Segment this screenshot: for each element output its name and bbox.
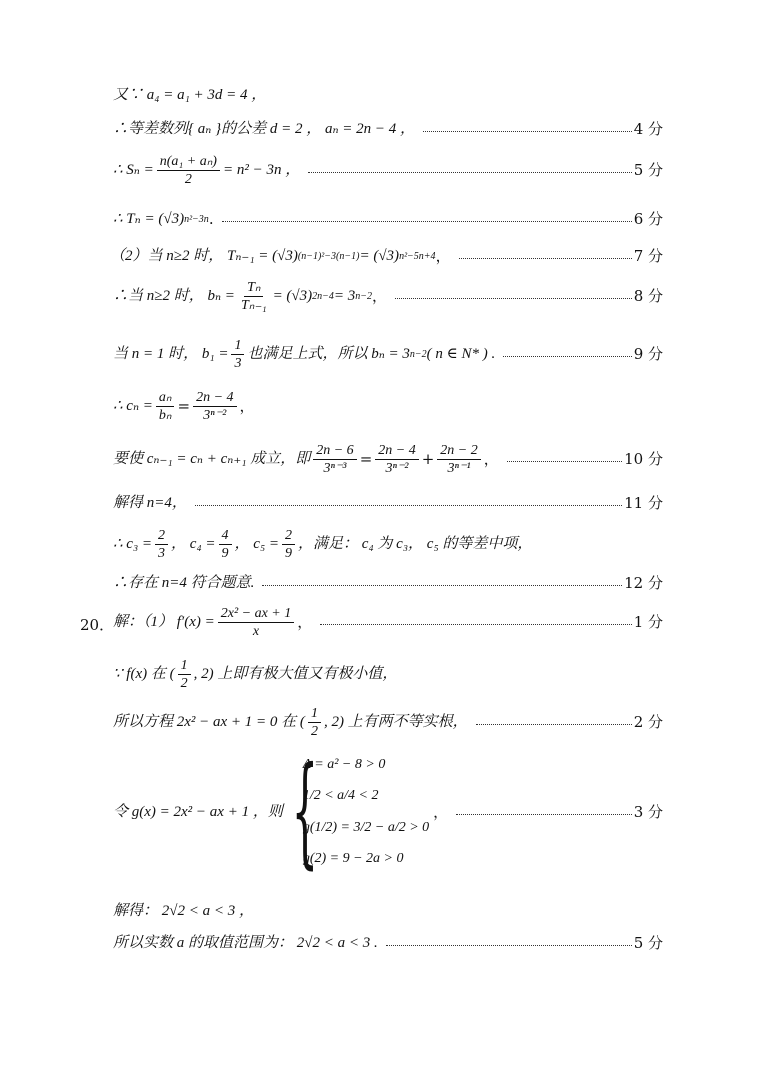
leader-dots [456, 814, 632, 815]
line-derivative: 解：（1） f′(x) = $\frac{\text{2x² − ax + 1}}{x}$ ， 1 分 [113, 606, 663, 640]
line-solve-n: 解得 n=4， 11 分 [113, 494, 663, 512]
fraction: $\frac{2n - 2}{\text{3ⁿ⁻¹}}$ [437, 443, 480, 477]
fraction: $\frac{2}{9}$ [282, 528, 295, 562]
leader-dots [320, 624, 631, 625]
system-line: Δ = a² − 8 > 0 [302, 757, 386, 772]
fraction: $\frac{\text{n(a₁ + aₙ)}}{2}$ [157, 154, 220, 188]
fraction: $\frac{\text{aₙ}}{\text{bₙ}}$ [156, 390, 175, 424]
line-condition: 要使 cₙ₋₁ = cₙ + cₙ₊₁ 成立，即 $\frac{2n - 6}{\text{3ⁿ⁻³}}$ = $\frac{2n - 4}{\text{3ⁿ⁻²}}$ + $\frac{2n - 2}{\text{3ⁿ⁻¹}}$ ， 10 分 [113, 443, 663, 477]
score-label: 5 分 [633, 161, 663, 180]
system-line: g(1/2) = 3/2 − a/2 > 0 [302, 819, 430, 835]
inequality-system [287, 742, 430, 881]
line-b1: 当 n = 1 时， b₁ = $\frac{1}{3}$ 也满足上式，所以 bₙ = 3 n−2 ( n ∈ N* ) . 9 分 [113, 338, 663, 372]
leader-dots [386, 945, 632, 946]
fraction: $\frac{2}{3}$ [155, 528, 168, 562]
score-label: 11 分 [624, 494, 663, 512]
score-label: 10 分 [624, 450, 663, 469]
fraction: $\frac{1}{3}$ [231, 338, 244, 372]
line-solution: 解得： 2√2 < a < 3 ， [113, 903, 254, 919]
line-common-difference: ∴等差数列{ aₙ }的公差 d = 2 ， aₙ = 2n − 4 ， 4 分 [113, 120, 663, 138]
fraction: $\frac{2n - 6}{\text{3ⁿ⁻³}}$ [313, 443, 356, 477]
line-sn: ∴ Sₙ = $\frac{\text{n(a₁ + aₙ)}}{2}$ = n² − 3n ， 5 分 [113, 154, 663, 188]
leader-dots [195, 505, 622, 506]
score-label: 7 分 [633, 247, 663, 265]
score-label: 5 分 [633, 934, 663, 952]
leader-dots [222, 221, 632, 222]
fraction: $\frac{2n - 4}{\text{3ⁿ⁻²}}$ [193, 390, 236, 424]
system-line: 1/2 < a/4 < 2 [302, 788, 379, 804]
fraction: $\frac{\text{Tₙ}}{\text{Tₙ₋₁}}$ [240, 280, 267, 314]
score-label: 4 分 [633, 120, 663, 138]
line-bn: ∴当 n≥2 时， bₙ = $\frac{\text{Tₙ}}{\text{Tₙ₋₁}}$ = (√3) 2n−4 = 3 n−2 ， 8 分 [113, 280, 663, 314]
fraction: $\frac{\text{2x² − ax + 1}}{x}$ [218, 606, 295, 640]
leader-dots [476, 724, 632, 725]
score-label: 6 分 [633, 210, 663, 228]
score-label: 8 分 [633, 287, 663, 306]
fraction: $\frac{2n - 4}{\text{3ⁿ⁻²}}$ [375, 443, 418, 477]
system-line: g(2) = 9 − 2a > 0 [302, 850, 404, 866]
line-c-values: ∴ c₃ = $\frac{2}{3}$ ， c₄ = $\frac{4}{9}$ ， c₅ = $\frac{2}{9}$ ，满足： c₄ 为 c₃， c₅ 的等差中项， [113, 528, 533, 562]
line-equation-roots: 所以方程 2x² − ax + 1 = 0 在 ( $\frac{1}{2}$ , 2) 上有两不等实根， 2 分 [113, 706, 663, 740]
left-brace: { [291, 742, 319, 881]
line-part2-tn-1: （2）当 n≥2 时， Tₙ₋₁ = (√3) (n−1)²−3(n−1) = (√3) n²−5n+4 ， 7 分 [110, 247, 663, 265]
line-a4: 又∵ a₄ = a₁ + 3d = 4 ， [113, 87, 267, 103]
fraction: $\frac{1}{2}$ [308, 706, 321, 740]
score-label: 1 分 [633, 613, 663, 632]
question-number: 20． [80, 616, 115, 634]
line-extrema-condition: ∵ f(x) 在 ( $\frac{1}{2}$ , 2) 上即有极大值又有极小值， [113, 658, 398, 692]
line-inequality-system: 令 g(x) = 2x² − ax + 1 ，则 { Δ = a² − 8 > 0 1/2 < a/4 < 2 g(1/2) = 3/2 − a/2 > 0 g(2) = 9 − 2a > 0 ， 3 分 [113, 742, 663, 881]
fraction: $\frac{4}{9}$ [219, 528, 232, 562]
leader-dots [262, 585, 622, 586]
line-conclusion: ∴存在 n=4 符合题意. 12 分 [113, 574, 663, 592]
leader-dots [423, 131, 632, 132]
score-label: 3 分 [633, 802, 663, 821]
score-label: 2 分 [633, 713, 663, 732]
leader-dots [503, 356, 631, 357]
line-tn: ∴ Tₙ = (√3) n²−3n . 6 分 [113, 210, 663, 228]
leader-dots [395, 298, 632, 299]
leader-dots [459, 258, 632, 259]
line-range: 所以实数 a 的取值范围为： 2√2 < a < 3 . 5 分 [113, 934, 663, 952]
fraction: $\frac{1}{2}$ [178, 658, 191, 692]
line-cn: ∴ cₙ = $\frac{\text{aₙ}}{\text{bₙ}}$ = $\frac{2n - 4}{\text{3ⁿ⁻²}}$ ， [113, 390, 255, 424]
score-label: 12 分 [624, 574, 663, 592]
leader-dots [507, 461, 622, 462]
score-label: 9 分 [633, 345, 663, 364]
leader-dots [308, 172, 631, 173]
